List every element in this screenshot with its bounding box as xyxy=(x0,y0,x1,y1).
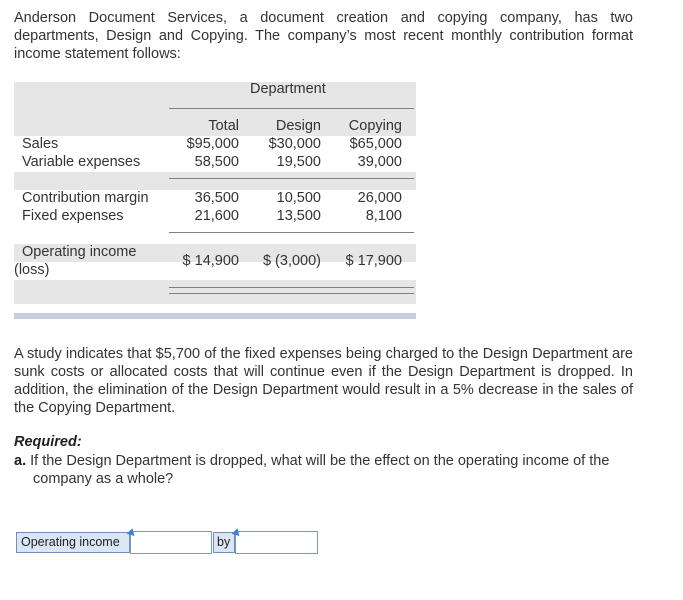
row-label-fixed-expenses: Fixed expenses xyxy=(22,208,124,224)
by-label: by xyxy=(213,532,235,553)
required-heading: Required: xyxy=(14,434,82,450)
question-letter: a. xyxy=(14,453,27,469)
row-label-variable-expenses: Variable expenses xyxy=(22,154,141,170)
department-rule xyxy=(169,108,414,109)
table-bottom-bar xyxy=(14,313,416,319)
sales-copying: $65,000 xyxy=(349,136,402,152)
row-band xyxy=(14,172,416,190)
row-label-operating-income-loss: (loss) xyxy=(14,262,50,278)
column-header-copying: Copying xyxy=(348,118,402,134)
column-header-design: Design xyxy=(275,118,321,134)
operating-income-design: $ (3,000) xyxy=(262,253,321,269)
fixed-expenses-copying: 8,100 xyxy=(365,208,402,224)
total-double-rule xyxy=(169,293,414,294)
variable-expenses-design: 19,500 xyxy=(276,154,321,170)
row-label-operating-income: Operating income xyxy=(22,244,137,260)
effect-direction-input[interactable] xyxy=(130,531,212,554)
operating-income-copying: $ 17,900 xyxy=(345,253,402,269)
contribution-margin-total: 36,500 xyxy=(194,190,239,206)
sales-design: $30,000 xyxy=(268,136,321,152)
contribution-margin-copying: 26,000 xyxy=(357,190,402,206)
subtotal-rule xyxy=(169,178,414,179)
income-statement-table: Department Total Design Copying Sales $95,000 $30,000 $65,000 Variable expenses 58,500 19,500 39,000 Contribution margin 36,500 10,500 26,000 Fixed expenses 21,600 13,500 8,100 Operating income (loss) $ 14,900 $ (3,000) $ 17,900 xyxy=(14,82,416,320)
effect-amount-input[interactable] xyxy=(235,531,318,554)
row-label-contribution-margin: Contribution margin xyxy=(22,190,149,206)
subtotal-rule xyxy=(169,232,414,233)
intro-paragraph: Anderson Document Services, a document creation and copying company, has two departments, Design and Copying. The company’s most recent monthly contribution format income statement follows: xyxy=(14,10,633,62)
operating-income-answer-label: Operating income xyxy=(16,532,130,553)
row-band xyxy=(14,280,416,304)
question-a xyxy=(14,452,655,488)
question-text: If the Design Department is dropped, what will be the effect on the operating income of the company as a whole? xyxy=(30,453,610,487)
fixed-expenses-total: 21,600 xyxy=(194,208,239,224)
sales-total: $95,000 xyxy=(186,136,239,152)
row-label-sales: Sales xyxy=(22,136,59,152)
variable-expenses-copying: 39,000 xyxy=(357,154,402,170)
study-paragraph: A study indicates that $5,700 of the fixed expenses being charged to the Design Department are sunk costs or allocated costs that will continue even if the Design Department is dropped. In addition, the elimination of the Design Department would result in a 5% decrease in the sales of the Copying Department. xyxy=(14,346,633,416)
fixed-expenses-design: 13,500 xyxy=(276,208,321,224)
total-double-rule xyxy=(169,287,414,288)
variable-expenses-total: 58,500 xyxy=(194,154,239,170)
contribution-margin-design: 10,500 xyxy=(276,190,321,206)
operating-income-total: $ 14,900 xyxy=(182,253,239,269)
column-header-total: Total xyxy=(208,118,239,134)
